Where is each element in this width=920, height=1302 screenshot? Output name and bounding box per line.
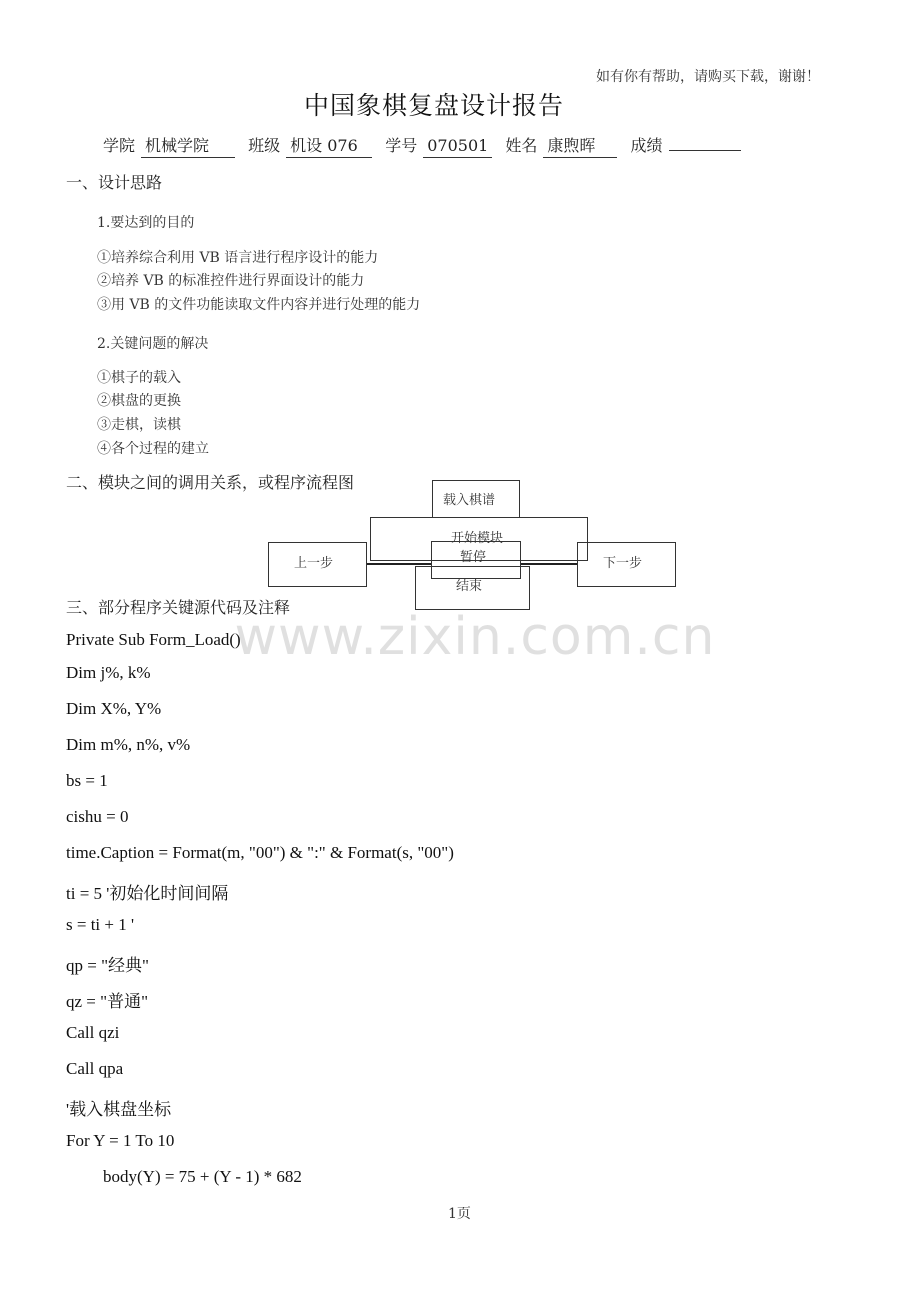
section-3-heading: 三、部分程序关键源代码及注释: [66, 598, 291, 617]
goal-item-2: ②培养 VB 的标准控件进行界面设计的能力: [97, 273, 365, 289]
student-id-value: 070501: [423, 136, 492, 158]
start-module-label: 开始模块: [451, 531, 504, 546]
next-step-box: [577, 542, 676, 587]
grade-value: [669, 149, 741, 151]
end-label: 结束: [456, 579, 483, 594]
class-label: 班级: [248, 136, 281, 155]
problem-item-4: ④各个过程的建立: [97, 441, 209, 457]
connector-left: [367, 563, 431, 565]
college-label: 学院: [103, 136, 136, 155]
code-line: '载入棋盘坐标: [66, 1100, 172, 1119]
code-line: ti = 5 '初始化时间间隔: [66, 884, 229, 903]
problem-item-3: ③走棋，读棋: [97, 417, 181, 433]
page-title: 中国象棋复盘设计报告: [303, 91, 564, 120]
code-line: time.Caption = Format(m, "00") & ":" & Format(s, "00"): [66, 843, 454, 862]
section-1-1-heading: 1.要达到的目的: [97, 215, 195, 231]
code-line: qp = "经典": [66, 956, 149, 975]
name-label: 姓名: [505, 136, 538, 155]
code-line: Dim j%, k%: [66, 663, 151, 682]
code-line: Dim m%, n%, v%: [66, 735, 191, 754]
college-value: 机械学院: [141, 136, 235, 158]
code-line: s = ti + 1 ': [66, 915, 135, 934]
prev-step-label: 上一步: [294, 556, 334, 571]
code-line: Call qpa: [66, 1059, 124, 1078]
page-number: 1页: [448, 1206, 471, 1222]
end-box: [415, 566, 530, 610]
class-value: 机设 076: [286, 136, 372, 158]
load-record-box: [432, 480, 520, 518]
code-line: For Y = 1 To 10: [66, 1131, 175, 1150]
pause-label: 暂停: [460, 550, 487, 565]
code-line: body(Y) = 75 + (Y - 1) * 682: [103, 1167, 302, 1186]
section-1-2-heading: 2.关键问题的解决: [97, 336, 209, 352]
header-note: 如有你有帮助，请购买下载，谢谢！: [596, 69, 820, 85]
module-flowchart: [265, 478, 680, 613]
student-info-line: [103, 133, 749, 158]
code-line: Dim X%, Y%: [66, 699, 162, 718]
name-value: 康煦晖: [543, 136, 617, 158]
section-2-heading: 二、模块之间的调用关系，或程序流程图: [66, 473, 355, 492]
student-id-label: 学号: [385, 136, 418, 155]
connector-right: [521, 563, 577, 565]
code-line: Private Sub Form_Load(): [66, 630, 241, 649]
section-1-heading: 一、设计思路: [66, 173, 163, 192]
code-line: cishu = 0: [66, 807, 129, 826]
problem-item-1: ①棋子的载入: [97, 370, 181, 386]
goal-item-1: ①培养综合利用 VB 语言进行程序设计的能力: [97, 250, 379, 266]
next-step-label: 下一步: [603, 556, 643, 571]
code-line: bs = 1: [66, 771, 108, 790]
problem-item-2: ②棋盘的更换: [97, 393, 181, 409]
watermark: www.zixin.com.cn: [234, 607, 716, 667]
load-record-label: 载入棋谱: [443, 493, 496, 508]
goal-item-3: ③用 VB 的文件功能读取文件内容并进行处理的能力: [97, 297, 421, 313]
code-line: Call qzi: [66, 1023, 120, 1042]
prev-step-box: [268, 542, 367, 587]
grade-label: 成绩: [630, 136, 663, 155]
code-line: qz = "普通": [66, 992, 149, 1011]
